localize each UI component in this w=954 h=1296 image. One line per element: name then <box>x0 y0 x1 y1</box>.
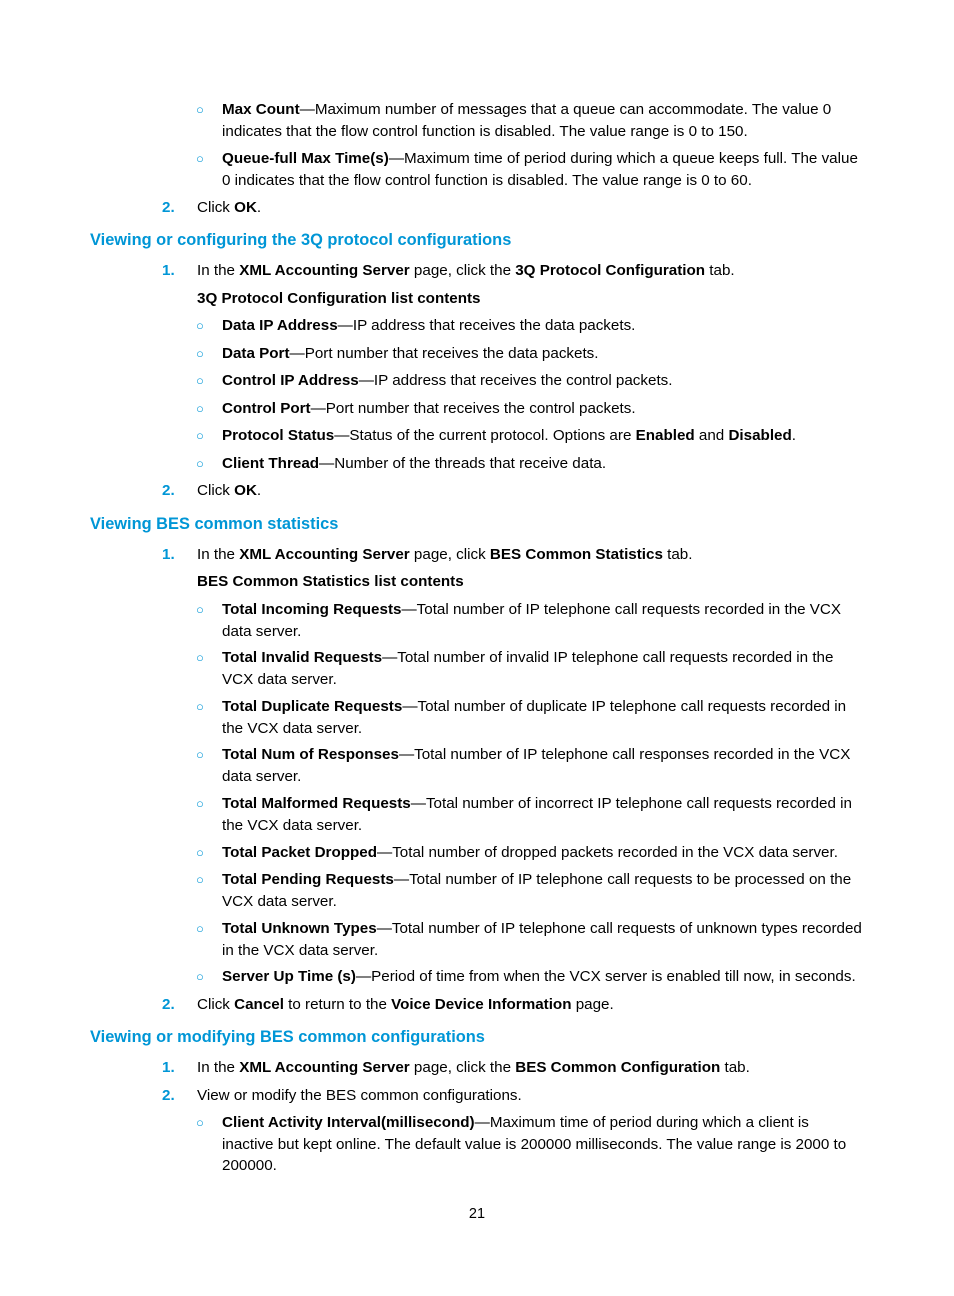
step-number: 2. <box>162 199 175 216</box>
numbered-step <box>162 544 882 566</box>
bold-term: Client Activity Interval(millisecond) <box>222 1114 475 1131</box>
sub-bullet-item <box>196 370 916 392</box>
numbered-step <box>162 994 882 1016</box>
hollow-circle-bullet-icon: ○ <box>196 845 204 860</box>
step-number: 1. <box>162 546 175 563</box>
numbered-step <box>162 197 882 219</box>
section-heading: Viewing BES common statistics <box>90 515 339 533</box>
step-number: 2. <box>162 1087 175 1104</box>
sub-bullet-item <box>196 398 916 420</box>
text-run: Click <box>197 482 235 499</box>
bold-term: OK <box>234 199 257 216</box>
text-run: page, click <box>409 546 490 563</box>
bullet-text <box>222 599 864 642</box>
text-run: . <box>256 199 262 216</box>
sub-bullet-item <box>196 343 916 365</box>
sub-bullet-item <box>196 315 916 337</box>
bold-term: Total Unknown Types <box>222 920 377 937</box>
sub-bullet-item <box>196 793 916 836</box>
bullet-text <box>222 453 864 475</box>
bold-term: Client Thread <box>222 455 320 472</box>
bold-term: XML Accounting Server <box>239 546 410 563</box>
bold-term: XML Accounting Server <box>239 262 410 279</box>
bold-term: Voice Device Information <box>391 996 572 1013</box>
sub-bullet-item <box>196 966 916 988</box>
bold-term: Enabled <box>635 427 695 444</box>
sub-bullet-item <box>196 1112 916 1177</box>
bold-term: XML Accounting Server <box>239 1059 410 1076</box>
section-heading: Viewing or modifying BES common configurations <box>90 1028 485 1046</box>
text-run: —Maximum time of period during which a client is inactive but kept online. The default value is 200000 milliseconds. The value range is 2000 to 200000. <box>222 1114 847 1174</box>
bold-term: Total Malformed Requests <box>222 795 411 812</box>
text-run: —Total number of IP telephone call requests to be processed on the VCX data server. <box>222 871 852 910</box>
sub-bullet-item <box>196 425 916 447</box>
hollow-circle-bullet-icon: ○ <box>196 318 204 333</box>
bullet-text <box>222 425 864 447</box>
sub-bullet-item <box>196 148 916 191</box>
bullet-text <box>222 315 864 337</box>
bullet-text <box>222 1112 864 1177</box>
sub-bullet-item <box>196 99 916 142</box>
text-run: to return to the <box>283 996 392 1013</box>
text-run: —Maximum time of period during which a queue keeps full. The value 0 indicates that the flow control function is disabled. The value range is 0 to 60. <box>222 150 858 189</box>
text-run: —Status of the current protocol. Options are <box>334 427 636 444</box>
numbered-step <box>162 480 882 502</box>
bold-term: Protocol Status <box>222 427 335 444</box>
bold-term: 3Q Protocol Configuration <box>515 262 706 279</box>
bold-term: Queue-full Max Time(s) <box>222 150 389 167</box>
hollow-circle-bullet-icon: ○ <box>196 872 204 887</box>
text-run: —Total number of duplicate IP telephone call requests recorded in the VCX data server. <box>222 698 847 737</box>
text-run: —Number of the threads that receive data. <box>319 455 607 472</box>
bold-term: Total Pending Requests <box>222 871 394 888</box>
bold-term: Total Num of Responses <box>222 746 399 763</box>
text-run: In the <box>197 546 240 563</box>
text-run: —Total number of invalid IP telephone call requests recorded in the VCX data server. <box>222 649 834 688</box>
sub-bullet-item <box>196 647 916 690</box>
step-text <box>197 260 877 282</box>
hollow-circle-bullet-icon: ○ <box>196 921 204 936</box>
bold-term: Total Packet Dropped <box>222 844 377 861</box>
bullet-text <box>222 918 864 961</box>
section-heading: Viewing or configuring the 3Q protocol configurations <box>90 231 512 249</box>
hollow-circle-bullet-icon: ○ <box>196 602 204 617</box>
text-run: . <box>256 482 262 499</box>
bold-term: Total Invalid Requests <box>222 649 383 666</box>
hollow-circle-bullet-icon: ○ <box>196 969 204 984</box>
hollow-circle-bullet-icon: ○ <box>196 796 204 811</box>
bullet-text <box>222 99 864 142</box>
text-run: —Total number of IP telephone call requests of unknown types recorded in the VCX data server. <box>222 920 862 959</box>
text-run: Click <box>197 996 235 1013</box>
sub-bullet-item <box>196 918 916 961</box>
hollow-circle-bullet-icon: ○ <box>196 428 204 443</box>
numbered-step <box>162 1085 882 1107</box>
text-run: —Total number of dropped packets recorded in the VCX data server. <box>377 844 838 861</box>
text-run: View or modify the BES common configurations. <box>197 1087 522 1104</box>
text-run: —Port number that receives the control packets. <box>310 400 636 417</box>
text-run: and <box>694 427 729 444</box>
numbered-step <box>162 1057 882 1079</box>
list-caption: 3Q Protocol Configuration list contents <box>197 290 481 307</box>
text-run: tab. <box>662 546 693 563</box>
text-run: Click <box>197 199 235 216</box>
text-run: page. <box>571 996 614 1013</box>
bold-term: Control Port <box>222 400 311 417</box>
bold-term: Total Incoming Requests <box>222 601 402 618</box>
step-text <box>197 1057 877 1079</box>
bullet-text <box>222 793 864 836</box>
hollow-circle-bullet-icon: ○ <box>196 1115 204 1130</box>
bold-term: Total Duplicate Requests <box>222 698 403 715</box>
bold-term: Data Port <box>222 345 290 362</box>
bullet-text <box>222 744 864 787</box>
text-run: —IP address that receives the control packets. <box>358 372 673 389</box>
bold-term: Server Up Time (s) <box>222 968 356 985</box>
step-number: 1. <box>162 1059 175 1076</box>
hollow-circle-bullet-icon: ○ <box>196 456 204 471</box>
step-number: 2. <box>162 996 175 1013</box>
bold-term: Cancel <box>234 996 284 1013</box>
step-text <box>197 480 877 502</box>
numbered-step <box>162 260 882 282</box>
sub-bullet-item <box>196 744 916 787</box>
sub-bullet-item <box>196 869 916 912</box>
list-caption: BES Common Statistics list contents <box>197 573 464 590</box>
text-run: —Port number that receives the data packets. <box>289 345 599 362</box>
bullet-text <box>222 842 864 864</box>
sub-bullet-item <box>196 453 916 475</box>
bullet-text <box>222 696 864 739</box>
hollow-circle-bullet-icon: ○ <box>196 650 204 665</box>
hollow-circle-bullet-icon: ○ <box>196 346 204 361</box>
step-text <box>197 1085 877 1107</box>
page-number: 21 <box>468 1206 486 1222</box>
bold-term: Disabled <box>728 427 792 444</box>
text-run: In the <box>197 262 240 279</box>
text-run: —Total number of IP telephone call responses recorded in the VCX data server. <box>222 746 851 785</box>
text-run: —Maximum number of messages that a queue can accommodate. The value 0 indicates that the flow control function is disabled. The value range is 0 to 150. <box>222 101 832 140</box>
hollow-circle-bullet-icon: ○ <box>196 102 204 117</box>
text-run: page, click the <box>409 1059 516 1076</box>
bullet-text <box>222 647 864 690</box>
text-run: page, click the <box>409 262 516 279</box>
bold-term: Control IP Address <box>222 372 359 389</box>
hollow-circle-bullet-icon: ○ <box>196 401 204 416</box>
bullet-text <box>222 966 864 988</box>
bullet-text <box>222 343 864 365</box>
step-text <box>197 994 877 1016</box>
text-run: —Period of time from when the VCX server is enabled till now, in seconds. <box>355 968 856 985</box>
step-text <box>197 544 877 566</box>
bold-term: Max Count <box>222 101 300 118</box>
hollow-circle-bullet-icon: ○ <box>196 699 204 714</box>
sub-bullet-item <box>196 842 916 864</box>
sub-bullet-item <box>196 696 916 739</box>
step-number: 1. <box>162 262 175 279</box>
text-run: tab. <box>705 262 735 279</box>
text-run: In the <box>197 1059 240 1076</box>
bold-term: BES Common Configuration <box>515 1059 721 1076</box>
bold-term: OK <box>234 482 257 499</box>
text-run: —Total number of incorrect IP telephone call requests recorded in the VCX data server. <box>222 795 852 834</box>
bullet-text <box>222 398 864 420</box>
bold-term: BES Common Statistics <box>489 546 663 563</box>
step-text <box>197 197 877 219</box>
text-run: . <box>791 427 797 444</box>
hollow-circle-bullet-icon: ○ <box>196 151 204 166</box>
bullet-text <box>222 370 864 392</box>
text-run: tab. <box>720 1059 750 1076</box>
bullet-text <box>222 869 864 912</box>
bullet-text <box>222 148 864 191</box>
hollow-circle-bullet-icon: ○ <box>196 373 204 388</box>
sub-bullet-item <box>196 599 916 642</box>
hollow-circle-bullet-icon: ○ <box>196 747 204 762</box>
text-run: —Total number of IP telephone call requests recorded in the VCX data server. <box>222 601 842 640</box>
bold-term: Data IP Address <box>222 317 338 334</box>
step-number: 2. <box>162 482 175 499</box>
text-run: —IP address that receives the data packets. <box>337 317 636 334</box>
